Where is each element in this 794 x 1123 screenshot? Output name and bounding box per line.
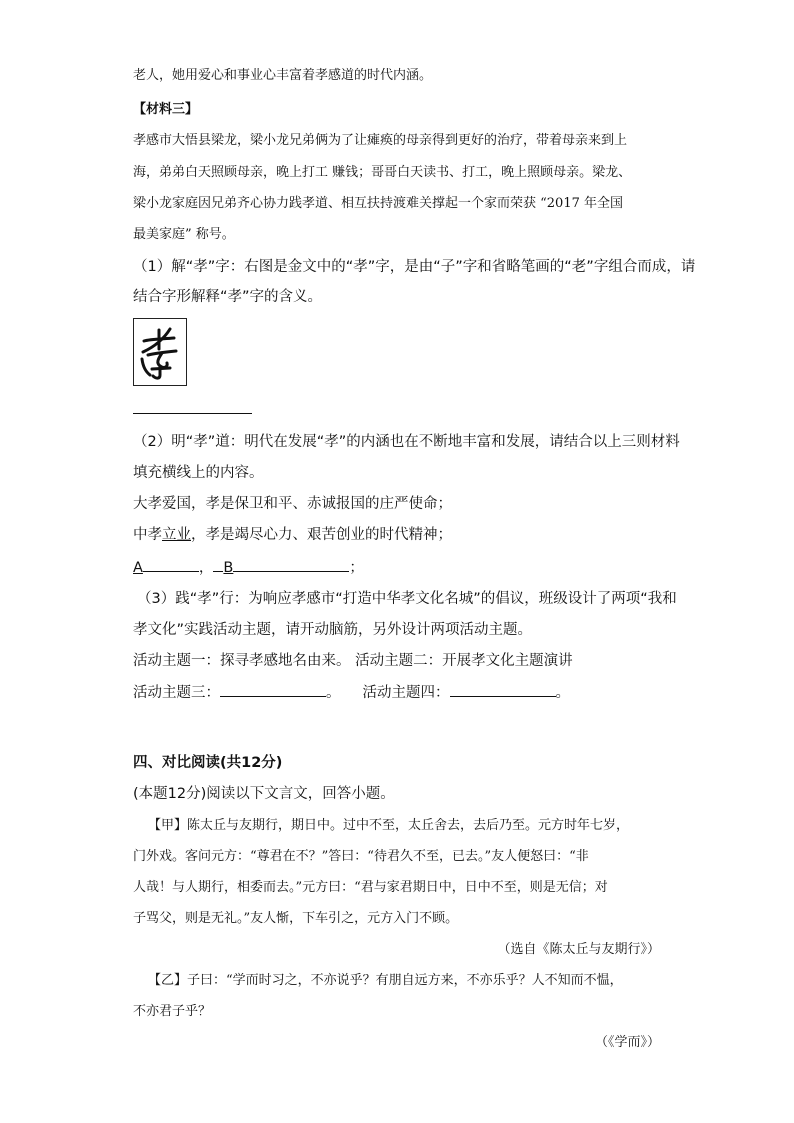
question-3-line-2: 孝文化”实践活动主题，请开动脑筋，另外设计两项活动主题。 (133, 622, 533, 638)
theme-4-label: 活动主题四： (362, 685, 450, 701)
blank-a[interactable] (143, 557, 199, 572)
text-segment: 中孝 (133, 527, 162, 543)
question-3-line-4 (133, 682, 570, 703)
question-2-line-2: 填充横线上的内容。 (133, 465, 264, 481)
material-3-line-1: 孝感市大悟县梁龙，梁小龙兄弟俩为了让瘫痪的母亲得到更好的治疗，带着母亲来到上 (133, 133, 628, 148)
question-3-line-1: （3）践“孝”行：为响应孝感市“打造中华孝文化名城”的倡议，班级设计了两项“我和 (137, 591, 677, 607)
passage-jia-line-3: 人哉！与人期行，相委而去。”元方曰：“君与家君期日中，日中不至，则是无信；对 (133, 880, 608, 895)
material-3-line-4: 最美家庭” 称号。 (133, 227, 235, 242)
material-2-end: 老人，她用爱心和事业心丰富着孝感道的时代内涵。 (133, 68, 433, 83)
bronze-xiao-character-figure (133, 318, 187, 386)
theme-3-blank[interactable] (220, 682, 326, 697)
blank-b[interactable] (233, 557, 349, 572)
material-3-heading: 【材料三】 (133, 102, 199, 117)
question-1-line-2: 结合字形解释“孝”字的含义。 (133, 289, 323, 305)
separator: ， (198, 560, 214, 576)
theme-4-blank[interactable] (450, 682, 556, 697)
section-4-intro: (本题12分)阅读以下文言文，回答小题。 (133, 786, 395, 802)
theme-3-label: 活动主题三： (133, 685, 220, 701)
material-3-line-3: 梁小龙家庭因兄弟齐心协力践孝道、相互扶持渡难关撑起一个家而荣获 “2017 年全国 (133, 196, 623, 211)
section-4-title: 四、对比阅读(共12分) (133, 755, 283, 771)
passage-jia-line-1: 【甲】陈太丘与友期行，期日中。过中不至，太丘舍去，去后乃至。元方时年七岁， (148, 818, 630, 833)
passage-jia-line-4: 子骂父，则是无礼。”友人惭，下车引之，元方入门不顾。 (133, 911, 459, 926)
passage-yi-line-2: 不亦君子乎？ (133, 1004, 212, 1019)
blank-label-b: B (223, 560, 234, 576)
passage-jia-source: （选自《陈太丘与友期行》） (497, 942, 660, 957)
xiao-glyph-icon (134, 319, 186, 385)
period: 。 (555, 685, 570, 701)
question-2-line-4 (133, 525, 452, 545)
answer-line[interactable] (133, 413, 252, 414)
underlined-term: 立业 (162, 527, 191, 543)
terminator: ； (349, 560, 364, 576)
material-3-line-2: 海，弟弟白天照顾母亲，晚上打工 赚钱；哥哥白天读书、打工，晚上照顾母亲。梁龙、 (133, 165, 632, 180)
text-segment: ，孝是竭尽心力、艰苦创业的时代精神； (191, 527, 452, 543)
question-1-line-1: （1）解“孝”字：右图是金文中的“孝”字，是由“子”字和省略笔画的“老”字组合而成，请 (133, 259, 696, 275)
passage-yi-line-1: 【乙】子曰：“学而时习之，不亦说乎？有朋自远方来，不亦乐乎？人不知而不愠， (148, 973, 623, 988)
question-2-answer-line (133, 557, 364, 578)
passage-jia-line-2: 门外戏。客问元方：“尊君在不？”答曰：“待君久不至，已去。”友人便怒曰：“非 (133, 849, 589, 864)
passage-yi-source: （《学而》） (594, 1035, 660, 1050)
question-2-line-1: （2）明“孝”道：明代在发展“孝”的内涵也在不断地丰富和发展，请结合以上三则材料 (133, 434, 680, 450)
blank-spacer (213, 557, 223, 572)
period: 。 (326, 685, 341, 701)
question-2-line-3: 大孝爱国，孝是保卫和平、赤诚报国的庄严使命； (133, 496, 452, 512)
question-3-line-3: 活动主题一：探寻孝感地名由来。 活动主题二：开展孝文化主题演讲 (133, 653, 573, 669)
blank-label-a: A (133, 560, 143, 576)
